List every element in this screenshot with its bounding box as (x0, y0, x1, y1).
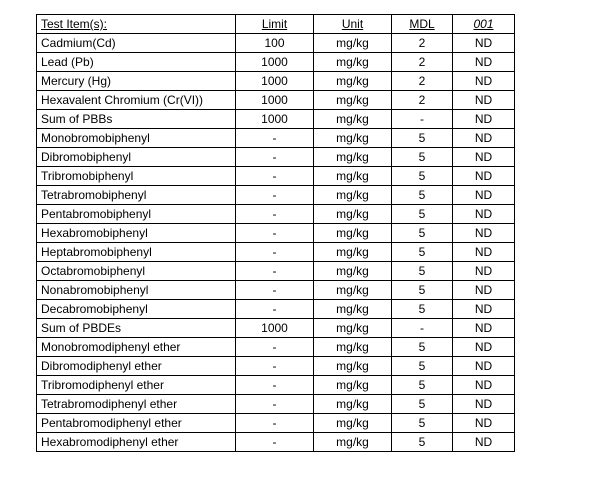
cell-result: ND (453, 91, 515, 110)
cell-limit: 1000 (236, 319, 314, 338)
cell-mdl: 5 (392, 281, 453, 300)
cell-mdl: 2 (392, 53, 453, 72)
cell-mdl: 5 (392, 338, 453, 357)
cell-test-item: Pentabromobiphenyl (37, 205, 236, 224)
test-results-table (36, 14, 515, 452)
cell-result: ND (453, 300, 515, 319)
table-row (37, 300, 515, 319)
cell-test-item: Mercury (Hg) (37, 72, 236, 91)
cell-mdl: 5 (392, 186, 453, 205)
table-row (37, 53, 515, 72)
cell-unit: mg/kg (314, 414, 392, 433)
cell-result: ND (453, 243, 515, 262)
cell-mdl: 2 (392, 91, 453, 110)
cell-unit: mg/kg (314, 34, 392, 53)
cell-test-item: Dibromodiphenyl ether (37, 357, 236, 376)
cell-unit: mg/kg (314, 376, 392, 395)
table-row (37, 243, 515, 262)
cell-limit: - (236, 395, 314, 414)
cell-limit: - (236, 129, 314, 148)
cell-result: ND (453, 433, 515, 452)
cell-unit: mg/kg (314, 300, 392, 319)
cell-test-item: Monobromodiphenyl ether (37, 338, 236, 357)
cell-unit: mg/kg (314, 148, 392, 167)
header-mdl: MDL (392, 15, 453, 34)
cell-limit: - (236, 167, 314, 186)
cell-mdl: 5 (392, 395, 453, 414)
cell-unit: mg/kg (314, 281, 392, 300)
cell-test-item: Tetrabromodiphenyl ether (37, 395, 236, 414)
cell-test-item: Lead (Pb) (37, 53, 236, 72)
cell-mdl: 5 (392, 129, 453, 148)
cell-result: ND (453, 319, 515, 338)
cell-test-item: Decabromobiphenyl (37, 300, 236, 319)
cell-limit: - (236, 205, 314, 224)
cell-result: ND (453, 129, 515, 148)
cell-limit: - (236, 186, 314, 205)
cell-test-item: Cadmium(Cd) (37, 34, 236, 53)
cell-mdl: - (392, 110, 453, 129)
table-row (37, 167, 515, 186)
cell-test-item: Tribromobiphenyl (37, 167, 236, 186)
table-row (37, 414, 515, 433)
cell-mdl: 5 (392, 148, 453, 167)
cell-test-item: Tribromodiphenyl ether (37, 376, 236, 395)
table-row (37, 262, 515, 281)
cell-result: ND (453, 262, 515, 281)
cell-result: ND (453, 34, 515, 53)
cell-mdl: 5 (392, 414, 453, 433)
cell-mdl: 2 (392, 34, 453, 53)
header-sample-result: 001 (453, 15, 515, 34)
cell-limit: - (236, 224, 314, 243)
cell-result: ND (453, 338, 515, 357)
cell-mdl: 5 (392, 433, 453, 452)
cell-result: ND (453, 395, 515, 414)
table-row (37, 34, 515, 53)
cell-unit: mg/kg (314, 186, 392, 205)
cell-limit: - (236, 338, 314, 357)
table-row (37, 281, 515, 300)
cell-result: ND (453, 376, 515, 395)
cell-result: ND (453, 53, 515, 72)
cell-mdl: 5 (392, 224, 453, 243)
cell-unit: mg/kg (314, 319, 392, 338)
cell-unit: mg/kg (314, 357, 392, 376)
cell-test-item: Tetrabromobiphenyl (37, 186, 236, 205)
cell-result: ND (453, 224, 515, 243)
cell-limit: - (236, 262, 314, 281)
table-row (37, 376, 515, 395)
table-row (37, 338, 515, 357)
table-header-row (37, 15, 515, 34)
table-row (37, 148, 515, 167)
cell-unit: mg/kg (314, 110, 392, 129)
cell-test-item: Hexavalent Chromium (Cr(VI)) (37, 91, 236, 110)
cell-mdl: 2 (392, 72, 453, 91)
cell-result: ND (453, 281, 515, 300)
table-row (37, 319, 515, 338)
table-row (37, 129, 515, 148)
cell-unit: mg/kg (314, 224, 392, 243)
cell-mdl: 5 (392, 357, 453, 376)
cell-limit: - (236, 148, 314, 167)
cell-limit: 1000 (236, 53, 314, 72)
table-row (37, 91, 515, 110)
cell-result: ND (453, 414, 515, 433)
cell-limit: - (236, 300, 314, 319)
cell-test-item: Sum of PBDEs (37, 319, 236, 338)
cell-unit: mg/kg (314, 53, 392, 72)
cell-unit: mg/kg (314, 243, 392, 262)
table-body (37, 34, 515, 452)
cell-mdl: 5 (392, 243, 453, 262)
cell-limit: 1000 (236, 72, 314, 91)
table-row (37, 395, 515, 414)
cell-mdl: 5 (392, 376, 453, 395)
cell-test-item: Dibromobiphenyl (37, 148, 236, 167)
cell-unit: mg/kg (314, 262, 392, 281)
cell-limit: 1000 (236, 91, 314, 110)
header-limit: Limit (236, 15, 314, 34)
cell-limit: - (236, 376, 314, 395)
cell-unit: mg/kg (314, 91, 392, 110)
table-row (37, 110, 515, 129)
cell-result: ND (453, 167, 515, 186)
cell-unit: mg/kg (314, 338, 392, 357)
cell-mdl: - (392, 319, 453, 338)
cell-unit: mg/kg (314, 433, 392, 452)
cell-unit: mg/kg (314, 205, 392, 224)
cell-mdl: 5 (392, 262, 453, 281)
cell-result: ND (453, 72, 515, 91)
cell-result: ND (453, 110, 515, 129)
cell-test-item: Octabromobiphenyl (37, 262, 236, 281)
table-row (37, 433, 515, 452)
cell-test-item: Nonabromobiphenyl (37, 281, 236, 300)
cell-test-item: Heptabromobiphenyl (37, 243, 236, 262)
cell-result: ND (453, 148, 515, 167)
header-unit: Unit (314, 15, 392, 34)
cell-limit: - (236, 414, 314, 433)
cell-limit: - (236, 433, 314, 452)
cell-result: ND (453, 186, 515, 205)
table-row (37, 357, 515, 376)
cell-result: ND (453, 357, 515, 376)
table-row (37, 186, 515, 205)
table-row (37, 72, 515, 91)
cell-test-item: Sum of PBBs (37, 110, 236, 129)
cell-limit: 100 (236, 34, 314, 53)
cell-unit: mg/kg (314, 395, 392, 414)
cell-test-item: Hexabromobiphenyl (37, 224, 236, 243)
table-row (37, 205, 515, 224)
cell-limit: - (236, 243, 314, 262)
cell-test-item: Monobromobiphenyl (37, 129, 236, 148)
cell-test-item: Pentabromodiphenyl ether (37, 414, 236, 433)
cell-unit: mg/kg (314, 167, 392, 186)
cell-mdl: 5 (392, 205, 453, 224)
table-row (37, 224, 515, 243)
cell-result: ND (453, 205, 515, 224)
cell-mdl: 5 (392, 300, 453, 319)
cell-test-item: Hexabromodiphenyl ether (37, 433, 236, 452)
header-test-item: Test Item(s): (37, 15, 236, 34)
cell-limit: 1000 (236, 110, 314, 129)
cell-mdl: 5 (392, 167, 453, 186)
cell-limit: - (236, 357, 314, 376)
cell-unit: mg/kg (314, 129, 392, 148)
cell-limit: - (236, 281, 314, 300)
cell-unit: mg/kg (314, 72, 392, 91)
